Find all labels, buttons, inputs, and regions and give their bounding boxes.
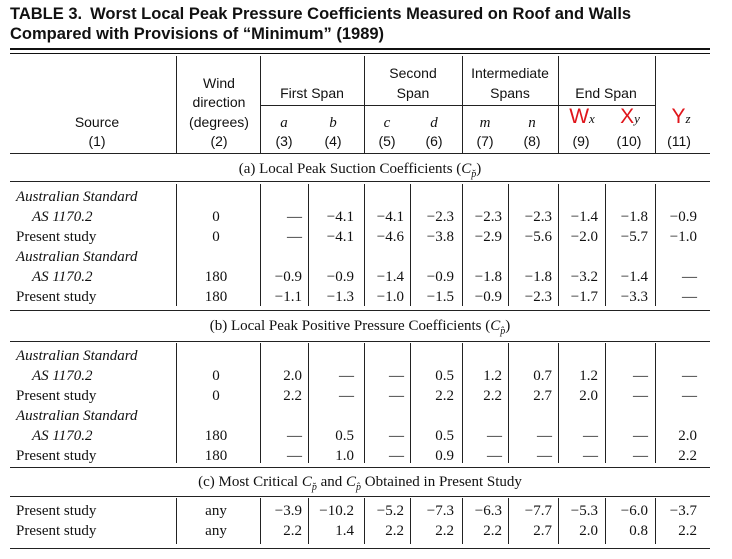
header-column-number: (6)	[425, 133, 443, 149]
row-value: 1.2	[579, 368, 598, 384]
header-column-number: (1)	[88, 133, 106, 149]
row-value: —	[389, 388, 404, 404]
row-value: −1.8	[524, 269, 552, 285]
section-b-caption: (b) Local Peak Positive Pressure Coefficients $(C_{p̂})$	[209, 318, 511, 337]
header-divider	[462, 56, 463, 153]
header-second-span-1: Second	[389, 65, 437, 81]
column-divider	[410, 184, 411, 306]
top-rule	[10, 48, 710, 50]
row-value: 2.2	[385, 523, 404, 539]
row-value: —	[287, 229, 302, 245]
row-value: —	[389, 368, 404, 384]
header-column-number: (5)	[378, 133, 396, 149]
header-wind-3: (degrees)	[189, 114, 249, 130]
row-value: −2.3	[426, 209, 454, 225]
header-divider	[260, 56, 261, 153]
row-value: 0.7	[533, 368, 552, 384]
header-divider	[558, 56, 559, 153]
column-divider	[410, 498, 411, 544]
row-wind-direction: 180	[204, 289, 228, 305]
row-value: —	[583, 428, 598, 444]
header-end-span: End Span	[575, 85, 637, 101]
row-value: 2.2	[435, 523, 454, 539]
row-value: −1.4	[620, 269, 648, 285]
header-wind-2: direction	[192, 94, 246, 110]
row-value: −7.3	[426, 503, 454, 519]
column-divider	[308, 184, 309, 306]
column-divider	[308, 498, 309, 544]
row-value: —	[287, 448, 302, 464]
column-divider	[508, 184, 509, 306]
column-divider	[558, 498, 559, 544]
header-letter: b	[329, 115, 337, 131]
column-divider	[655, 343, 656, 463]
row-value: 0.8	[629, 523, 648, 539]
row-source-code: AS 1170.2	[32, 209, 93, 225]
row-value: 0.5	[435, 428, 454, 444]
table-number: TABLE 3.	[10, 5, 83, 23]
row-value: −2.9	[474, 229, 502, 245]
row-value: −5.2	[376, 503, 404, 519]
row-value: −1.4	[570, 209, 598, 225]
header-column-number: (2)	[210, 133, 228, 149]
row-source: Present study	[16, 503, 97, 519]
row-value: −10.2	[319, 503, 354, 519]
row-value: —	[537, 448, 552, 464]
row-value: 1.0	[335, 448, 354, 464]
row-value: —	[682, 269, 697, 285]
row-source: Present study	[16, 448, 97, 464]
row-value: 1.4	[335, 523, 354, 539]
row-source: Australian Standard	[16, 189, 138, 205]
end-span-label-w: Wx	[569, 105, 595, 128]
row-value: −1.8	[620, 209, 648, 225]
row-wind-direction: 0	[212, 368, 220, 384]
row-value: −1.4	[376, 269, 404, 285]
header-subrule	[260, 105, 655, 106]
column-divider	[462, 343, 463, 463]
section-b-top-rule	[10, 310, 710, 311]
row-wind-direction: 180	[204, 269, 228, 285]
row-source: Present study	[16, 388, 97, 404]
row-wind-direction: 0	[212, 388, 220, 404]
row-source: Present study	[16, 289, 97, 305]
row-value: —	[487, 428, 502, 444]
column-divider	[260, 343, 261, 463]
row-value: 2.7	[533, 388, 552, 404]
column-divider	[558, 343, 559, 463]
row-source-code: AS 1170.2	[32, 428, 93, 444]
row-value: 2.2	[678, 523, 697, 539]
column-divider	[364, 343, 365, 463]
row-source: Australian Standard	[16, 249, 138, 265]
column-divider	[605, 184, 606, 306]
row-value: −3.7	[669, 503, 697, 519]
row-value: —	[682, 368, 697, 384]
row-value: —	[487, 448, 502, 464]
row-value: 2.2	[283, 388, 302, 404]
row-value: —	[633, 368, 648, 384]
row-value: −5.3	[570, 503, 598, 519]
table-title	[10, 4, 725, 44]
row-value: —	[633, 428, 648, 444]
row-value: 0.5	[335, 428, 354, 444]
row-value: −0.9	[274, 269, 302, 285]
row-value: −3.2	[570, 269, 598, 285]
header-divider	[364, 56, 365, 153]
column-divider	[176, 498, 177, 544]
column-divider	[308, 343, 309, 463]
row-value: 1.2	[483, 368, 502, 384]
row-value: 2.2	[283, 523, 302, 539]
row-source: Australian Standard	[16, 348, 138, 364]
row-value: —	[682, 388, 697, 404]
row-value: —	[389, 428, 404, 444]
row-value: −0.9	[474, 289, 502, 305]
row-wind-direction: any	[205, 503, 227, 519]
row-source: Present study	[16, 229, 97, 245]
row-wind-direction: 0	[212, 229, 220, 245]
row-value: −4.1	[376, 209, 404, 225]
row-value: 2.0	[678, 428, 697, 444]
header-letter: n	[528, 115, 536, 131]
row-wind-direction: 0	[212, 209, 220, 225]
row-value: −4.1	[326, 229, 354, 245]
row-value: −3.8	[426, 229, 454, 245]
header-column-number: (9)	[572, 133, 590, 149]
row-value: 2.7	[533, 523, 552, 539]
column-divider	[605, 343, 606, 463]
row-source: Australian Standard	[16, 408, 138, 424]
row-source-code: AS 1170.2	[32, 269, 93, 285]
header-column-number: (4)	[324, 133, 342, 149]
header-divider	[176, 56, 177, 153]
column-divider	[410, 343, 411, 463]
row-value: 2.0	[283, 368, 302, 384]
header-column-number: (11)	[667, 133, 691, 149]
top-rule-thin	[10, 53, 710, 54]
row-wind-direction: 180	[204, 448, 228, 464]
row-value: —	[633, 388, 648, 404]
column-divider	[176, 343, 177, 463]
column-divider	[558, 184, 559, 306]
header-column-number: (8)	[523, 133, 541, 149]
row-value: −0.9	[426, 269, 454, 285]
row-value: −5.7	[620, 229, 648, 245]
column-divider	[508, 498, 509, 544]
column-divider	[260, 184, 261, 306]
row-value: −1.0	[669, 229, 697, 245]
column-divider	[176, 184, 177, 306]
row-value: −6.0	[620, 503, 648, 519]
row-value: 0.5	[435, 368, 454, 384]
header-column-number: (7)	[476, 133, 494, 149]
row-value: —	[537, 428, 552, 444]
header-letter: c	[383, 115, 391, 131]
end-span-label-y: Yz	[671, 105, 691, 128]
row-source-code: AS 1170.2	[32, 368, 93, 384]
row-value: −7.7	[524, 503, 552, 519]
header-source: Source	[74, 114, 120, 130]
row-value: −4.6	[376, 229, 404, 245]
row-value: −2.3	[524, 289, 552, 305]
row-value: —	[389, 448, 404, 464]
row-value: 2.2	[435, 388, 454, 404]
row-value: −1.3	[326, 289, 354, 305]
table-bottom-rule	[10, 548, 710, 549]
header-first-span: First Span	[280, 85, 344, 101]
title-line-2: Compared with Provisions of “Minimum” (1989)	[10, 25, 385, 43]
column-divider	[655, 184, 656, 306]
row-value: 2.2	[483, 388, 502, 404]
header-letter: a	[280, 115, 288, 131]
row-value: —	[682, 289, 697, 305]
header-column-number: (10)	[616, 133, 642, 149]
column-divider	[260, 498, 261, 544]
row-value: −5.6	[524, 229, 552, 245]
column-divider	[364, 498, 365, 544]
row-value: −2.0	[570, 229, 598, 245]
row-value: −2.3	[524, 209, 552, 225]
row-value: −0.9	[326, 269, 354, 285]
row-value: −4.1	[326, 209, 354, 225]
header-intermediate-1: Intermediate	[471, 65, 549, 81]
row-value: −1.0	[376, 289, 404, 305]
column-divider	[508, 343, 509, 463]
header-column-number: (3)	[275, 133, 293, 149]
row-value: −6.3	[474, 503, 502, 519]
section-a-rule	[10, 181, 710, 182]
section-c-rule	[10, 496, 710, 497]
row-wind-direction: any	[205, 523, 227, 539]
header-letter: d	[430, 115, 438, 131]
row-value: 2.2	[483, 523, 502, 539]
end-span-label-x: Xy	[620, 105, 640, 128]
header-letter: m	[479, 115, 491, 131]
row-value: −3.9	[274, 503, 302, 519]
row-value: −1.5	[426, 289, 454, 305]
header-wind-1: Wind	[203, 75, 235, 91]
row-value: —	[287, 428, 302, 444]
column-divider	[605, 498, 606, 544]
title-line-1: Worst Local Peak Pressure Coefficients Measured on Roof and Walls	[90, 5, 632, 23]
row-value: 2.2	[678, 448, 697, 464]
row-value: 2.0	[579, 523, 598, 539]
row-value: −1.1	[274, 289, 302, 305]
row-value: 0.9	[435, 448, 454, 464]
row-value: −2.3	[474, 209, 502, 225]
row-value: −3.3	[620, 289, 648, 305]
row-value: —	[339, 368, 354, 384]
header-second-span-2: Span	[396, 85, 430, 101]
row-value: —	[287, 209, 302, 225]
row-value: 2.0	[579, 388, 598, 404]
column-divider	[364, 184, 365, 306]
row-value: —	[339, 388, 354, 404]
column-divider	[462, 184, 463, 306]
header-divider	[655, 56, 656, 153]
row-value: −1.7	[570, 289, 598, 305]
row-value: —	[633, 448, 648, 464]
row-source: Present study	[16, 523, 97, 539]
row-value: −0.9	[669, 209, 697, 225]
section-c-caption: (c) Most Critical $C_{p̆}$ and $C_{p̂}$ Obtained in Present Study	[198, 474, 522, 493]
section-b-rule	[10, 341, 710, 342]
header-bottom-rule	[10, 153, 710, 154]
section-a-caption: (a) Local Peak Suction Coefficients $(C_{p̆})$	[238, 161, 482, 180]
section-c-top-rule	[10, 467, 710, 468]
row-value: —	[583, 448, 598, 464]
column-divider	[462, 498, 463, 544]
column-divider	[655, 498, 656, 544]
row-value: −1.8	[474, 269, 502, 285]
row-wind-direction: 180	[204, 428, 228, 444]
header-intermediate-2: Spans	[490, 85, 530, 101]
